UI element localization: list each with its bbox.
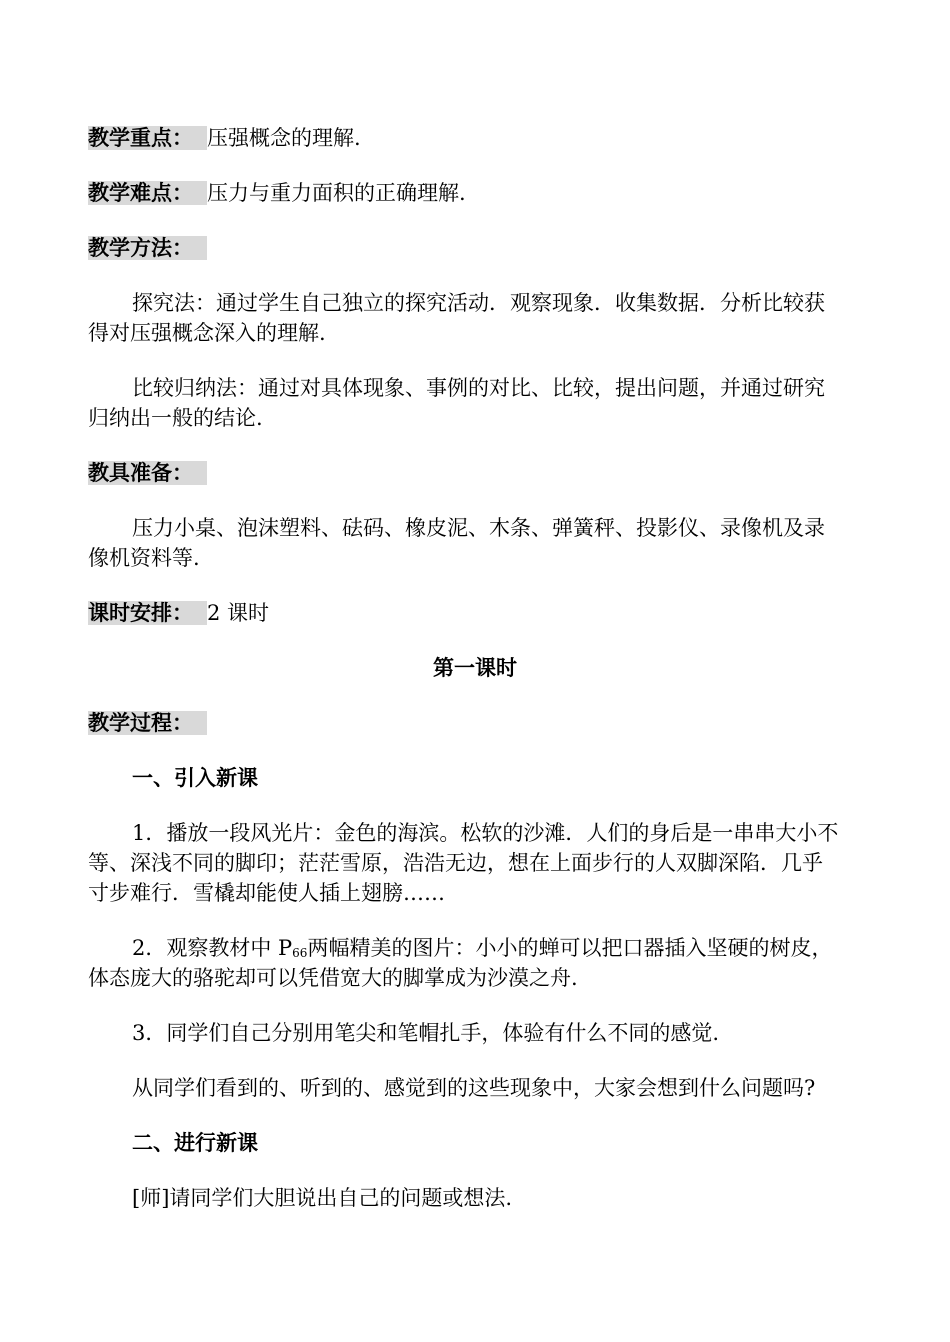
item-1-line-2: 等、深浅不同的脚印；茫茫雪原，浩浩无边，想在上面步行的人双脚深陷．几乎 [88,851,823,875]
teacher-prompt: [师]请同学们大胆说出自己的问题或想法. [132,1186,513,1210]
item-2-line-1 [132,932,832,964]
tools-line-1: 压力小桌、泡沫塑料、砝码、橡皮泥、木条、弹簧秤、投影仪、录像机及录 [132,516,825,540]
teaching-difficulty-text: 压力与重力面积的正确理解. [207,181,466,205]
method-paragraph-2-line-2: 归纳出一般的结论. [88,406,263,430]
teaching-process-label: 教学过程： [88,711,207,735]
section-introduce-heading: 一、引入新课 [132,766,258,790]
item-2-prefix: 2．观察教材中 P [132,936,293,960]
method-paragraph-2-line-1: 比较归纳法：通过对具体现象、事例的对比、比较，提出问题，并通过研究 [132,376,825,400]
class-schedule-label: 课时安排： [88,601,207,625]
class-schedule-text: 2 课时 [207,601,270,625]
teaching-difficulty [88,177,466,209]
method-paragraph-1-line-1: 探究法：通过学生自己独立的探究活动．观察现象．收集数据．分析比较获 [132,291,825,315]
item-3: 3．同学们自己分别用笔尖和笔帽扎手，体验有什么不同的感觉. [132,1021,720,1045]
section-new-lesson-heading: 二、进行新课 [132,1131,258,1155]
class-schedule [88,597,269,629]
teaching-difficulty-label: 教学难点： [88,181,207,205]
tools-line-2: 像机资料等. [88,546,200,570]
item-1-line-1: 1．播放一段风光片：金色的海滨。松软的沙滩．人们的身后是一串串大小不 [132,821,839,845]
teaching-focus-label: 教学重点： [88,126,207,150]
lesson-title: 第一课时 [433,656,517,680]
teaching-process [88,707,207,739]
question-paragraph: 从同学们看到的、听到的、感觉到的这些现象中，大家会想到什么问题吗? [132,1076,816,1100]
teaching-focus [88,122,361,154]
item-2-line-2: 体态庞大的骆驼却可以凭借宽大的脚掌成为沙漠之舟. [88,966,578,990]
teaching-method [88,232,207,264]
teaching-focus-text: 压强概念的理解. [207,126,361,150]
item-2-suffix: 两幅精美的图片：小小的蝉可以把口器插入坚硬的树皮， [307,936,833,960]
item-2-page-subscript: 66 [292,946,308,960]
item-1-line-3: 寸步难行．雪橇却能使人插上翅膀…… [88,881,445,905]
teaching-tools-label: 教具准备： [88,461,207,485]
teaching-tools [88,457,207,489]
method-paragraph-1-line-2: 得对压强概念深入的理解. [88,321,326,345]
teaching-method-label: 教学方法： [88,236,207,260]
